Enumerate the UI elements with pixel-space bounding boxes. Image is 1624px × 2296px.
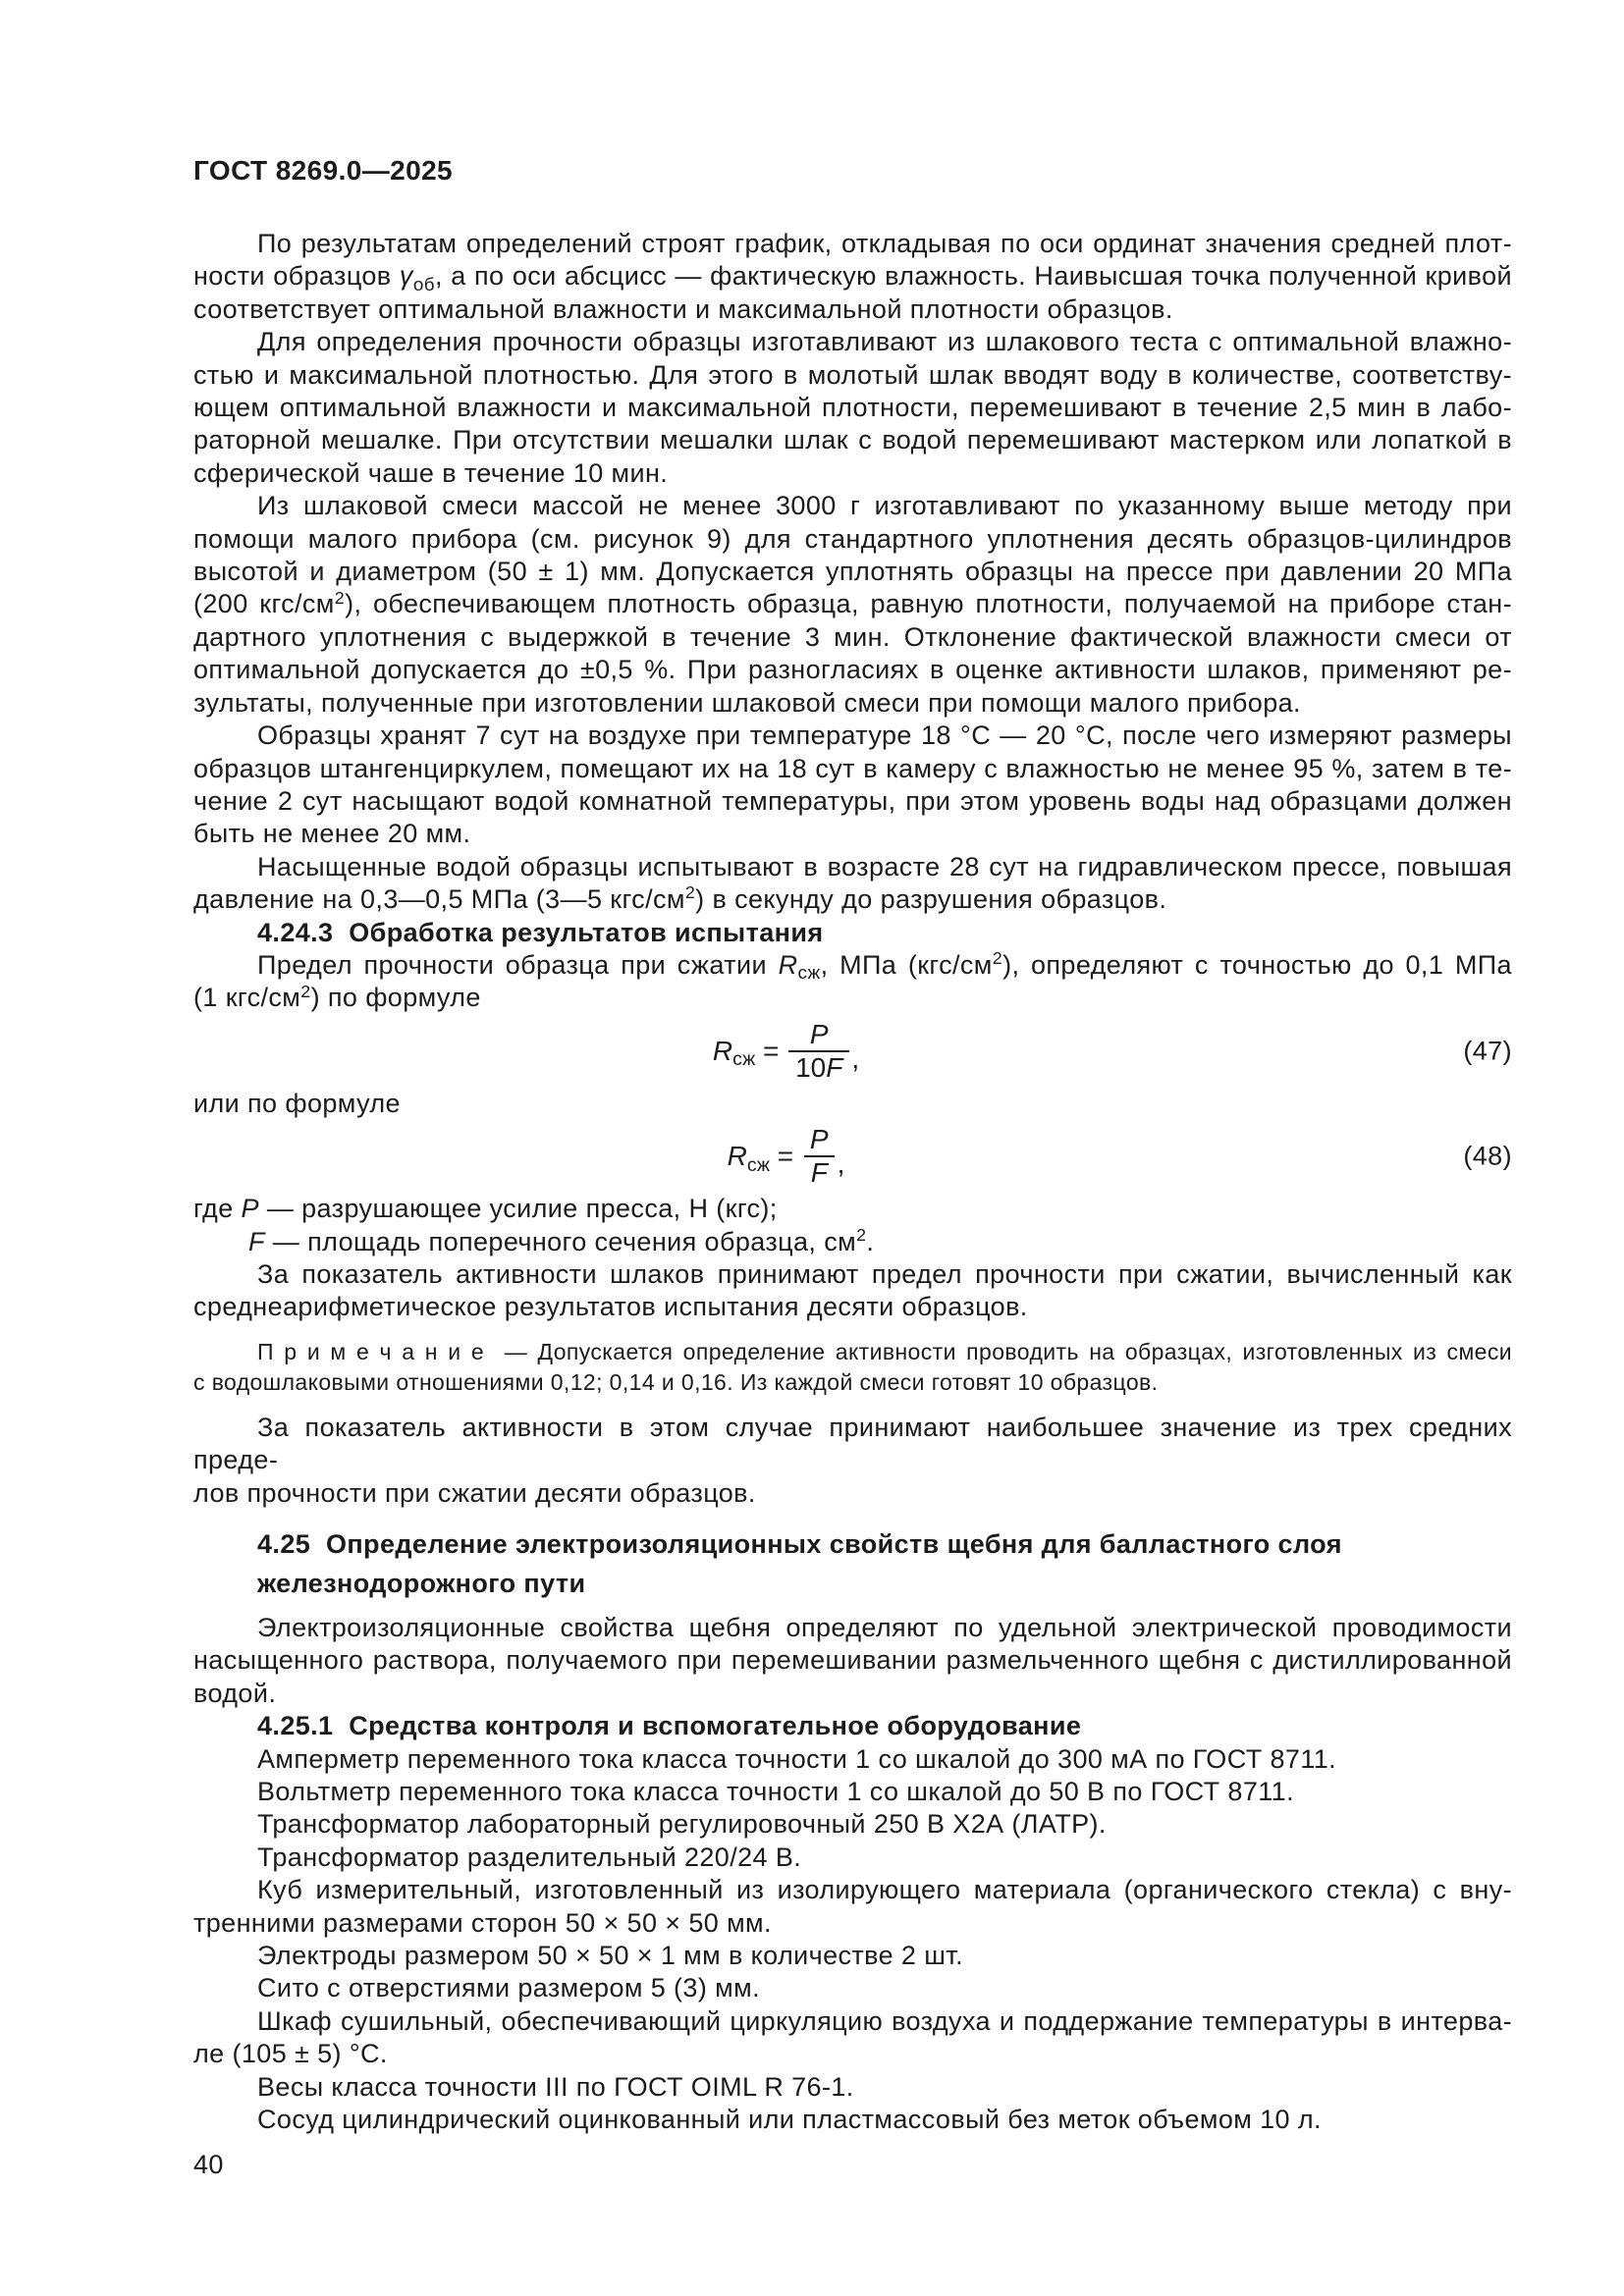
paragraph-transformer-isolation bbox=[193, 1842, 1512, 1874]
formula-expression bbox=[728, 1124, 845, 1189]
paragraph-drying-cabinet bbox=[193, 2005, 1512, 2071]
formula-expression bbox=[713, 1019, 859, 1084]
text-line: сферической чаше в течение 10 мин. bbox=[193, 457, 669, 488]
paragraph-density-graph bbox=[193, 228, 1512, 326]
document-content bbox=[193, 154, 1512, 2181]
text-line: ности образцов $\gamma_{об}$, а по оси абсцисс — фактическую влажность. Наивысшая точка полученной кривой bbox=[193, 261, 1512, 295]
subsection-heading-4-24-3 bbox=[193, 917, 1512, 949]
paragraph-measuring-cube bbox=[193, 1874, 1512, 1940]
formula-tail: , bbox=[851, 1042, 860, 1074]
text-line: железнодорожного пути bbox=[257, 1569, 586, 1598]
text-line: Из шлаковой смеси массой не менее 3000 г изготавливают по указанному выше методу при bbox=[257, 491, 1512, 521]
paragraph-ammeter bbox=[193, 1743, 1512, 1776]
subsection-heading-4-25-1 bbox=[193, 1710, 1512, 1742]
formula-tail: , bbox=[837, 1148, 845, 1180]
text-line: где P — разрушающее усилие пресса, Н (кгс); bbox=[193, 1194, 778, 1224]
paragraph-scales bbox=[193, 2071, 1512, 2104]
document-header: ГОСТ 8269.0—2025 bbox=[193, 155, 454, 186]
text-line: Трансформатор лабораторный регулировочный 250 В Х2А (ЛАТР). bbox=[257, 1809, 1107, 1840]
text-line: среднеарифметическое результатов испытания десяти образцов. bbox=[193, 1292, 1028, 1322]
paragraph-testing bbox=[193, 851, 1512, 917]
section-heading-4-25 bbox=[193, 1524, 1512, 1603]
text-line: Трансформатор разделительный 220/24 В. bbox=[257, 1842, 802, 1872]
text-line: или по формуле bbox=[193, 1088, 401, 1118]
paragraph-electroinsulation bbox=[193, 1612, 1512, 1710]
fraction-numerator: P bbox=[809, 1124, 829, 1155]
text-line: Образцы хранят 7 сут на воздухе при температуре 18 °С — 20 °С, после чего измеряют размеры bbox=[257, 721, 1512, 751]
text-line: Шкаф сушильный, обеспечивающий циркуляцию воздуха и поддержание температуры в интерва- bbox=[257, 2005, 1512, 2036]
text-line: помощи малого прибора (см. рисунок 9) для стандартного уплотнения десять образцов-цилиндров bbox=[193, 523, 1512, 554]
note bbox=[193, 1337, 1512, 1399]
text-line: 4.25 Определение электроизоляционных свойств щебня для балластного слоя bbox=[257, 1529, 1342, 1559]
text-line: Электроизоляционные свойства щебня определяют по удельной электрической проводимости bbox=[257, 1613, 1512, 1642]
paragraph-electrodes bbox=[193, 1940, 1512, 1972]
text-line: 4.25.1 Средства контроля и вспомогательное оборудование bbox=[257, 1711, 1082, 1741]
formula-number: (47) bbox=[1463, 1036, 1512, 1066]
paragraph-strength-limit bbox=[193, 949, 1512, 1015]
text-line: За показатель активности в этом случае принимают наибольшее значение из трех средних преде- bbox=[193, 1412, 1512, 1475]
paragraph-sieve bbox=[193, 1972, 1512, 2004]
formula-47 bbox=[193, 1015, 1512, 1088]
paragraph-vessel bbox=[193, 2104, 1512, 2136]
text-line: дартного уплотнения с выдержкой в течение 3 мин. Отклонение фактической влажности смеси от bbox=[193, 621, 1512, 652]
text-line: зультаты, полученные при изготовлении шлаковой смеси при помощи малого прибора. bbox=[193, 687, 1301, 718]
text-line: (200 кгс/$см^2$), обеспечивающем плотность образца, равную плотности, получаемой на приборе стан- bbox=[193, 587, 1512, 619]
formula-lhs: $R_{сж}$ = bbox=[727, 1141, 801, 1176]
text-line: тренними размерами сторон 50 × 50 × 50 мм. bbox=[193, 1907, 772, 1938]
document-body bbox=[193, 228, 1512, 2137]
text-line: Электроды размером 50 × 50 × 1 мм в количестве 2 шт. bbox=[257, 1941, 963, 1971]
text-line: Куб измерительный, изготовленный из изолирующего материала (органического стекла) с вну- bbox=[257, 1875, 1512, 1905]
paragraph-specimen-molding bbox=[193, 490, 1512, 720]
text-line: F — площадь поперечного сечения образца, $см^2$. bbox=[248, 1224, 875, 1256]
paragraph-activity-max-value bbox=[193, 1412, 1512, 1510]
text-line: быть не менее 20 мм. bbox=[193, 819, 471, 849]
fraction bbox=[803, 1124, 836, 1189]
paragraph-strength-preparation bbox=[193, 326, 1512, 490]
text-line: давление на 0,3—0,5 МПа (3—5 кгс/$см^2$) в секунду до разрушения образцов. bbox=[193, 882, 1167, 915]
text-line: ле (105 ± 5) °С. bbox=[193, 2039, 388, 2069]
formula-number: (48) bbox=[1463, 1141, 1512, 1171]
text-line: Сосуд цилиндрический оцинкованный или пластмассовый без меток объемом 10 л. bbox=[257, 2105, 1322, 2135]
text-line: стью и максимальной плотностью. Для этого в молотый шлак вводят воду в количестве, соответству- bbox=[193, 359, 1512, 390]
text-line: оптимальной допускается до ±0,5 %. При разногласиях в оценке активности шлаков, применяют ре- bbox=[193, 655, 1512, 685]
paragraph-specimen-storage bbox=[193, 720, 1512, 851]
text-line: За показатель активности шлаков принимают предел прочности при сжатии, вычисленный как bbox=[257, 1258, 1512, 1289]
fraction bbox=[788, 1019, 849, 1084]
text-line: чение 2 сут насыщают водой комнатной температуры, при этом уровень воды над образцами должен bbox=[193, 785, 1512, 816]
text-line: лов прочности при сжатии десяти образцов. bbox=[193, 1477, 756, 1508]
paragraph-transformer-latr bbox=[193, 1808, 1512, 1841]
text-line: с водошлаковыми отношениями 0,12; 0,14 и 0,16. Из каждой смеси готовят 10 образцов. bbox=[193, 1369, 1159, 1396]
fraction-denominator: 10F bbox=[788, 1050, 849, 1084]
text-line: соответствует оптимальной влажности и максимальной плотности образцов. bbox=[193, 294, 1173, 324]
formula-lhs: $R_{сж}$ = bbox=[712, 1035, 787, 1071]
paragraph-activity-index bbox=[193, 1258, 1512, 1324]
text-line: ющем оптимальной влажности и максимальной плотности, перемешивают в течение 2,5 мин в лабо- bbox=[193, 393, 1512, 423]
fraction-numerator: P bbox=[809, 1018, 829, 1049]
text-line: П р и м е ч а н и е — Допускается определение активности проводить на образцах, изготовленных из смеси bbox=[257, 1338, 1512, 1364]
text-line: Амперметр переменного тока класса точности 1 со шкалой до 300 мА по ГОСТ 8711. bbox=[257, 1743, 1337, 1774]
text-line: высотой и диаметром (50 ± 1) мм. Допускается уплотнять образцы на прессе при давлении 20 МПа bbox=[193, 557, 1512, 587]
text-line: Весы класса точности III по ГОСТ OIML R 76-1. bbox=[257, 2071, 854, 2102]
text-line: образцов штангенциркулем, помещают их на 18 сут в камеру с влажностью не менее 95 %, затем в те- bbox=[193, 753, 1512, 783]
text-line: раторной мешалке. При отсутствии мешалки шлак с водой перемешивают мастерком или лопаткой в bbox=[193, 425, 1512, 455]
text-line: (1 кгс/$см^2$) по формуле bbox=[193, 981, 481, 1013]
text-line: Сито с отверстиями размером 5 (3) мм. bbox=[257, 1973, 760, 2003]
text-line: водой. bbox=[193, 1678, 277, 1708]
paragraph-voltmeter bbox=[193, 1776, 1512, 1808]
paragraph-or-by-formula bbox=[193, 1088, 1512, 1120]
text-line: Насыщенные водой образцы испытывают в возрасте 28 сут на гидравлическом прессе, повышая bbox=[257, 851, 1512, 881]
text-line: Предел прочности образца при сжатии $R_{сж}$, МПа $(кгс/см^2)$, определяют с точностью до 0,1 МПа bbox=[257, 948, 1512, 985]
definition-list bbox=[193, 1193, 1512, 1258]
page-number: 40 bbox=[193, 2149, 224, 2179]
text-line: Для определения прочности образцы изготавливают из шлакового теста с оптимальной влажно- bbox=[257, 327, 1512, 357]
text-line: 4.24.3 Обработка результатов испытания bbox=[257, 917, 824, 947]
text-line: насыщенного раствора, получаемого при перемешивании размельченного щебня с дистиллированной bbox=[193, 1645, 1512, 1676]
text-line: Вольтметр переменного тока класса точности 1 со шкалой до 50 В по ГОСТ 8711. bbox=[257, 1777, 1294, 1807]
formula-48 bbox=[193, 1120, 1512, 1193]
fraction-denominator: F bbox=[804, 1155, 835, 1189]
text-line: По результатам определений строят график, откладывая по оси ординат значения средней плот- bbox=[257, 229, 1512, 258]
